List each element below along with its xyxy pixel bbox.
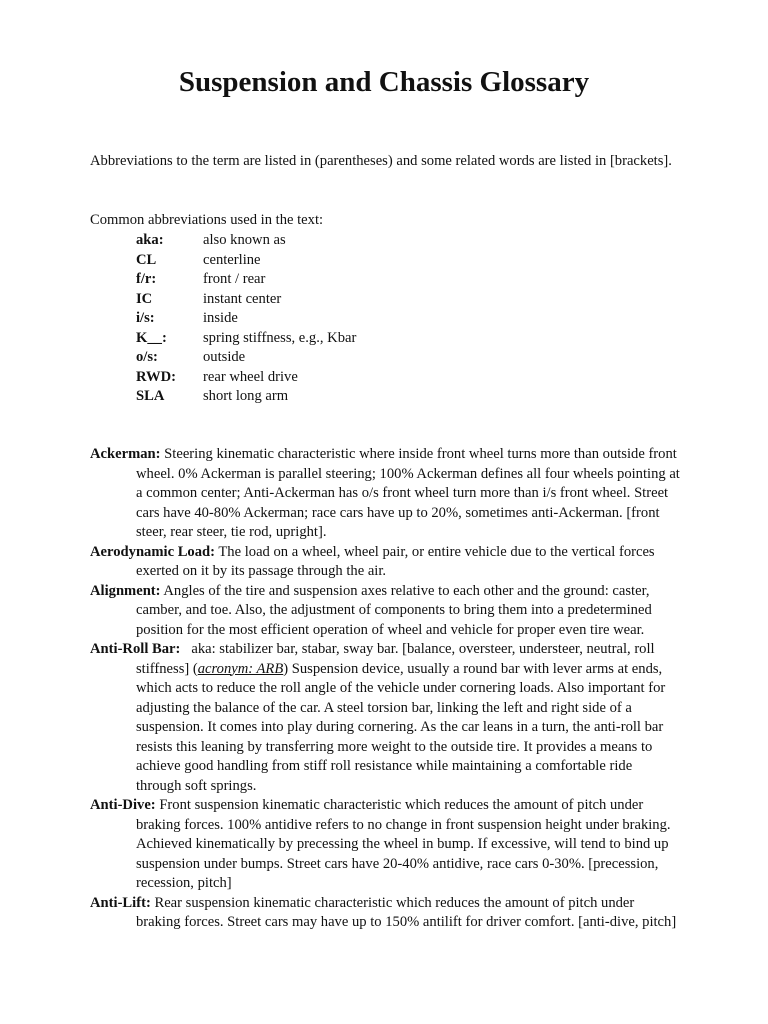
abbreviation-row xyxy=(136,329,536,349)
abbreviation-definition: centerline xyxy=(203,251,261,268)
glossary-definition-lead: aka: stabilizer bar, stabar, sway bar. [balance, oversteer, understeer, neutral, roll stiffness] ( xyxy=(136,641,659,677)
abbreviation-definition: short long arm xyxy=(203,388,289,404)
abbreviation-term: IC xyxy=(136,290,153,307)
abbreviation-definition: inside xyxy=(203,310,238,326)
glossary-entry-anti-dive xyxy=(90,796,680,894)
glossary-term: Ackerman: xyxy=(90,446,161,462)
abbreviation-definition: spring stiffness, e.g., Kbar xyxy=(203,329,357,346)
glossary-entry-aerodynamic-load xyxy=(90,543,680,582)
abbreviation-row xyxy=(136,348,536,368)
glossary-definition: Steering kinematic characteristic where inside front wheel turns more than outside front wheel. 0% Ackerman is parallel steering; 100% Ackerman defines all four wheels pointing at a common center; Anti-Ackerman has o/s front wheel turn more than i/s front wheel. Street cars have 40-80% Ackerman; race cars have up to 20%, sometimes anti-Ackerman. [front steer, rear steer, tie rod, upright]. xyxy=(136,446,680,540)
abbreviation-term: CL xyxy=(136,251,157,268)
abbreviation-row xyxy=(136,270,536,290)
abbreviation-row xyxy=(136,231,536,251)
abbreviation-term: f/r: xyxy=(136,271,157,287)
abbreviation-term: i/s: xyxy=(136,310,155,326)
abbreviation-definition: instant center xyxy=(203,290,282,307)
abbreviation-term: aka: xyxy=(136,232,164,248)
page-title: Suspension and Chassis Glossary xyxy=(178,66,590,98)
abbreviation-definition: outside xyxy=(203,349,246,365)
abbreviation-definition: also known as xyxy=(203,232,286,248)
glossary-term: Anti-Dive: xyxy=(90,797,156,813)
glossary-entry-ackerman xyxy=(90,445,680,543)
glossary-entry-alignment xyxy=(90,582,680,641)
abbreviation-term: SLA xyxy=(136,388,165,404)
glossary-term: Aerodynamic Load: xyxy=(90,543,215,560)
abbreviation-row xyxy=(136,368,536,388)
glossary-definition: Front suspension kinematic characteristic which reduces the amount of pitch under braking forces. 100% antidive refers to no change in front suspension height under braking. Achieved kinematically by precessing the wheel in bump. If excessive, will tend to bind up suspension under bumps. Street cars have 20-40% antidive, race cars 0-30%. [precession, recession, pitch] xyxy=(136,797,671,891)
glossary-definition: Angles of the tire and suspension axes relative to each other and the ground: caster, camber, and toe. Also, the adjustment of components to bring them into a predetermined position for the most efficient operation of wheel and vehicle for proper even tire wear. xyxy=(136,582,652,638)
glossary-term: Anti-Roll Bar: xyxy=(90,641,181,657)
abbreviation-row xyxy=(136,290,536,310)
abbreviation-definition: rear wheel drive xyxy=(203,368,298,385)
glossary-definition: Rear suspension kinematic characteristic which reduces the amount of pitch under braking forces. Street cars may have up to 150% antilift for driver comfort. [anti-dive, pitch] xyxy=(136,894,677,930)
abbreviations-heading: Common abbreviations used in the text: xyxy=(90,212,324,228)
glossary-term: Anti-Lift: xyxy=(90,894,151,911)
glossary-entries xyxy=(90,445,680,933)
abbreviation-term: RWD: xyxy=(136,368,177,385)
abbreviation-term: o/s: xyxy=(136,349,158,365)
abbreviation-row xyxy=(136,387,536,407)
intro-paragraph: Abbreviations to the term are listed in (parentheses) and some related words are listed in [brackets]. xyxy=(90,153,672,169)
abbreviations-list xyxy=(136,231,536,407)
acronym-link[interactable]: acronym: ARB xyxy=(197,660,284,677)
glossary-definition: The load on a wheel, wheel pair, or entire vehicle due to the vertical forces exerted on it by its passage through the air. xyxy=(136,543,655,579)
glossary-entry-anti-roll-bar xyxy=(90,640,680,796)
abbreviation-row xyxy=(136,309,536,329)
abbreviation-row xyxy=(136,251,536,271)
abbreviation-term: K__: xyxy=(136,329,167,346)
abbreviation-definition: front / rear xyxy=(203,271,266,287)
glossary-term: Alignment: xyxy=(90,582,161,599)
glossary-definition: ) Suspension device, usually a round bar with lever arms at ends, which acts to reduce the roll angle of the vehicle under cornering loads. Also important for adjusting the balance of the car. A steel torsion bar, linking the left and right side of a suspension. It comes into play during cornering. As the car leans in a turn, the anti-roll bar resists this leaning by transferring more weight to the outside tire. It provides a means to achieve good handling from stiff roll resistance while maintaining a comfortable ride through soft springs. xyxy=(136,660,666,794)
glossary-entry-anti-lift xyxy=(90,894,680,933)
